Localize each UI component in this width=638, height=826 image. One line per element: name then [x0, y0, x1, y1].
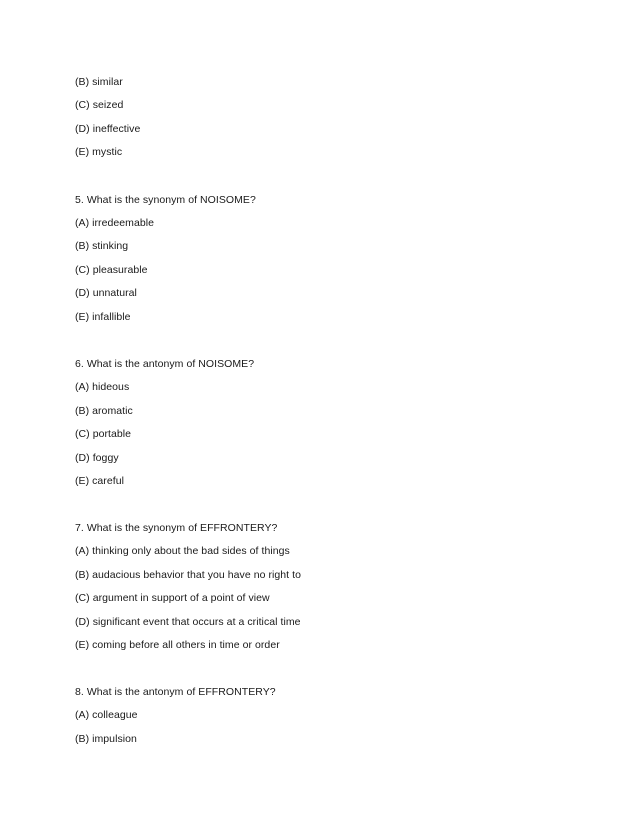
answer-option: (D) unnatural — [75, 287, 137, 299]
answer-option: (D) significant event that occurs at a critical time — [75, 616, 301, 628]
answer-option: (A) hideous — [75, 381, 130, 393]
answer-option: (B) audacious behavior that you have no right to — [75, 569, 301, 581]
answer-option: (D) foggy — [75, 452, 119, 464]
question-prompt: 5. What is the synonym of NOISOME? — [75, 194, 256, 206]
answer-option: (C) seized — [75, 99, 124, 111]
answer-option: (C) argument in support of a point of view — [75, 592, 270, 604]
answer-option: (B) stinking — [75, 240, 129, 252]
answer-option: (C) portable — [75, 428, 132, 440]
answer-option: (E) mystic — [75, 146, 123, 158]
answer-option: (B) aromatic — [75, 405, 133, 417]
answer-option: (E) coming before all others in time or order — [75, 639, 280, 651]
answer-option: (E) infallible — [75, 311, 131, 323]
answer-option: (A) irredeemable — [75, 217, 154, 229]
answer-option: (A) colleague — [75, 709, 138, 721]
answer-option: (C) pleasurable — [75, 264, 148, 276]
question-prompt: 8. What is the antonym of EFFRONTERY? — [75, 686, 276, 698]
answer-option: (E) careful — [75, 475, 124, 487]
answer-option: (D) ineffective — [75, 123, 141, 135]
question-prompt: 7. What is the synonym of EFFRONTERY? — [75, 522, 278, 534]
question-prompt: 6. What is the antonym of NOISOME? — [75, 358, 255, 370]
answer-option: (B) impulsion — [75, 733, 137, 745]
answer-option: (A) thinking only about the bad sides of things — [75, 545, 290, 557]
answer-option: (B) similar — [75, 76, 123, 88]
